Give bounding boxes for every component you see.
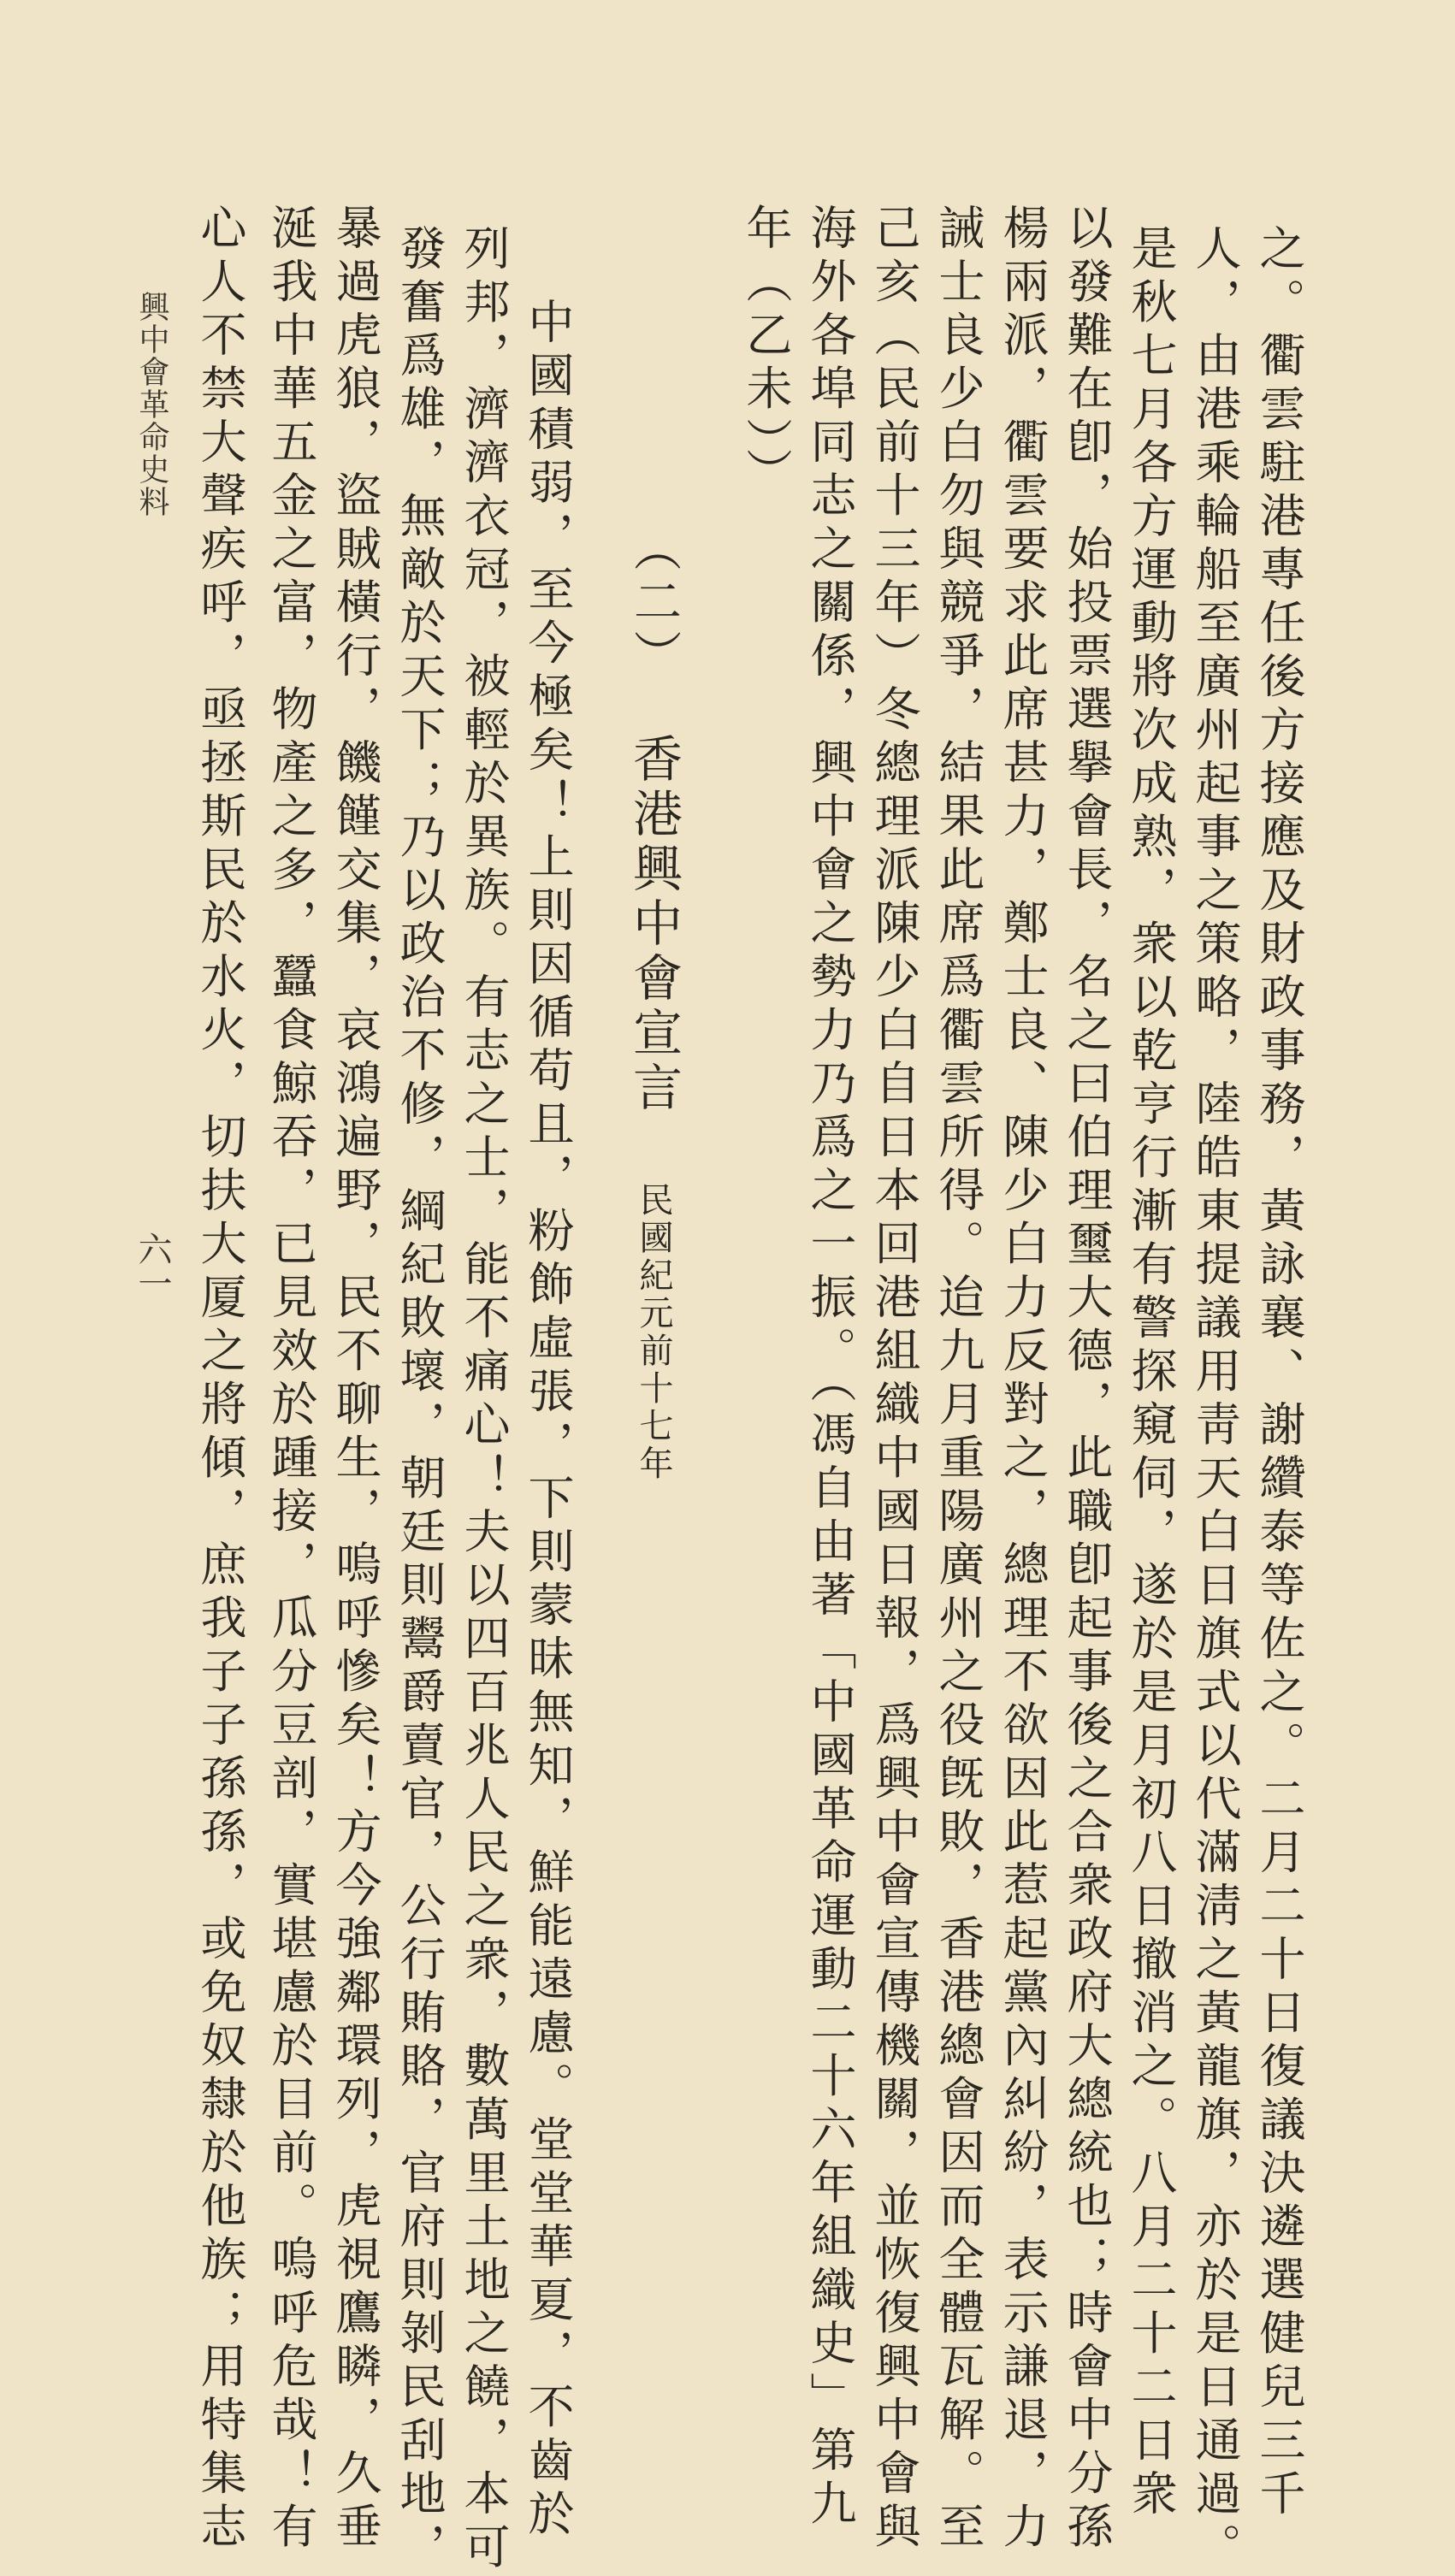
text-column: 人，由港乘輪船至廣州起事之策略，陸皓東提議用靑天白日旗式以代滿淸之黃龍旗，亦於是日通過。 bbox=[1188, 224, 1242, 2576]
text-column: 以發難在卽，始投票選擧會長，名之曰伯理璽大德，此職卽起事後之合衆政府大總統也；時會中分孫 bbox=[1060, 204, 1114, 2555]
text-column: 暴過虎狼，盜賊橫行，饑饉交集，哀鴻遍野，民不聊生，嗚呼慘矣！方今強鄰環列，虎視鷹瞵，久垂 bbox=[328, 204, 382, 2555]
text-column: 年（乙未）） bbox=[739, 204, 793, 501]
running-title: 興中會革命史料 bbox=[134, 291, 169, 518]
text-column: 列邦，濟濟衣冠，被輕於異族。有志之士，能不痛心！夫以四百兆人民之衆，數萬里土地之饒，本可 bbox=[457, 224, 511, 2576]
page-number: 六一 bbox=[133, 1232, 172, 1300]
text-column: 心人不禁大聲疾呼，亟拯斯民於水火，切扶大厦之將傾，庶我子子孫孫，或免奴隸於他族；用特集志 bbox=[193, 204, 247, 2555]
text-column: 之。衢雲駐港專任後方接應及財政事務，黃詠襄、謝纘泰等佐之。二月二十日復議決遴選健兒三千 bbox=[1252, 224, 1306, 2523]
text-column: 發奮爲雄，無敵於天下；乃以政治不修，綱紀敗壞，朝廷則鬻爵賣官，公行賄賂，官府則剝民刮地， bbox=[393, 224, 447, 2576]
text-column: 是秋七月各方運動將次成熟，衆以乾亨行漸有警探窺伺，遂於是月初八日撤消之。八月二十二日衆 bbox=[1124, 224, 1178, 2523]
section-title: 香港興中會宣言 bbox=[624, 733, 683, 1116]
section-heading bbox=[618, 523, 689, 1483]
section-number: （二） bbox=[626, 523, 682, 682]
text-column: 海外各埠同志之關係，興中會之勢力乃爲之一振。（馮自由著「中國革命運動二十六年組織史」第九 bbox=[803, 204, 857, 2532]
text-column: 誡士良少白勿與競爭，結果此席爲衢雲所得。迨九月重陽廣州之役旣敗，香港總會因而全體瓦解。至 bbox=[932, 204, 985, 2555]
text-column: 楊兩派，衢雲要求此席甚力，鄭士良、陳少白力反對之，總理不欲因此惹起黨內糾紛，表示謙退，力 bbox=[996, 204, 1050, 2555]
section-date: 民國紀元前十七年 bbox=[634, 1182, 673, 1483]
text-column: 中國積弱，至今極矣！上則因循苟且，粉飾虛張，下則蒙昧無知，鮮能遠慮。堂堂華夏，不齒於 bbox=[521, 298, 575, 2543]
text-column: 己亥（民前十三年）冬總理派陳少白自日本回港組織中國日報，爲興中會宣傳機關，並恢復興中會與 bbox=[867, 204, 921, 2555]
text-column: 涎我中華五金之富，物產之多，蠶食鯨吞，已見效於踵接，瓜分豆剖，實堪慮於目前。嗚呼危哉！有 bbox=[264, 204, 318, 2555]
